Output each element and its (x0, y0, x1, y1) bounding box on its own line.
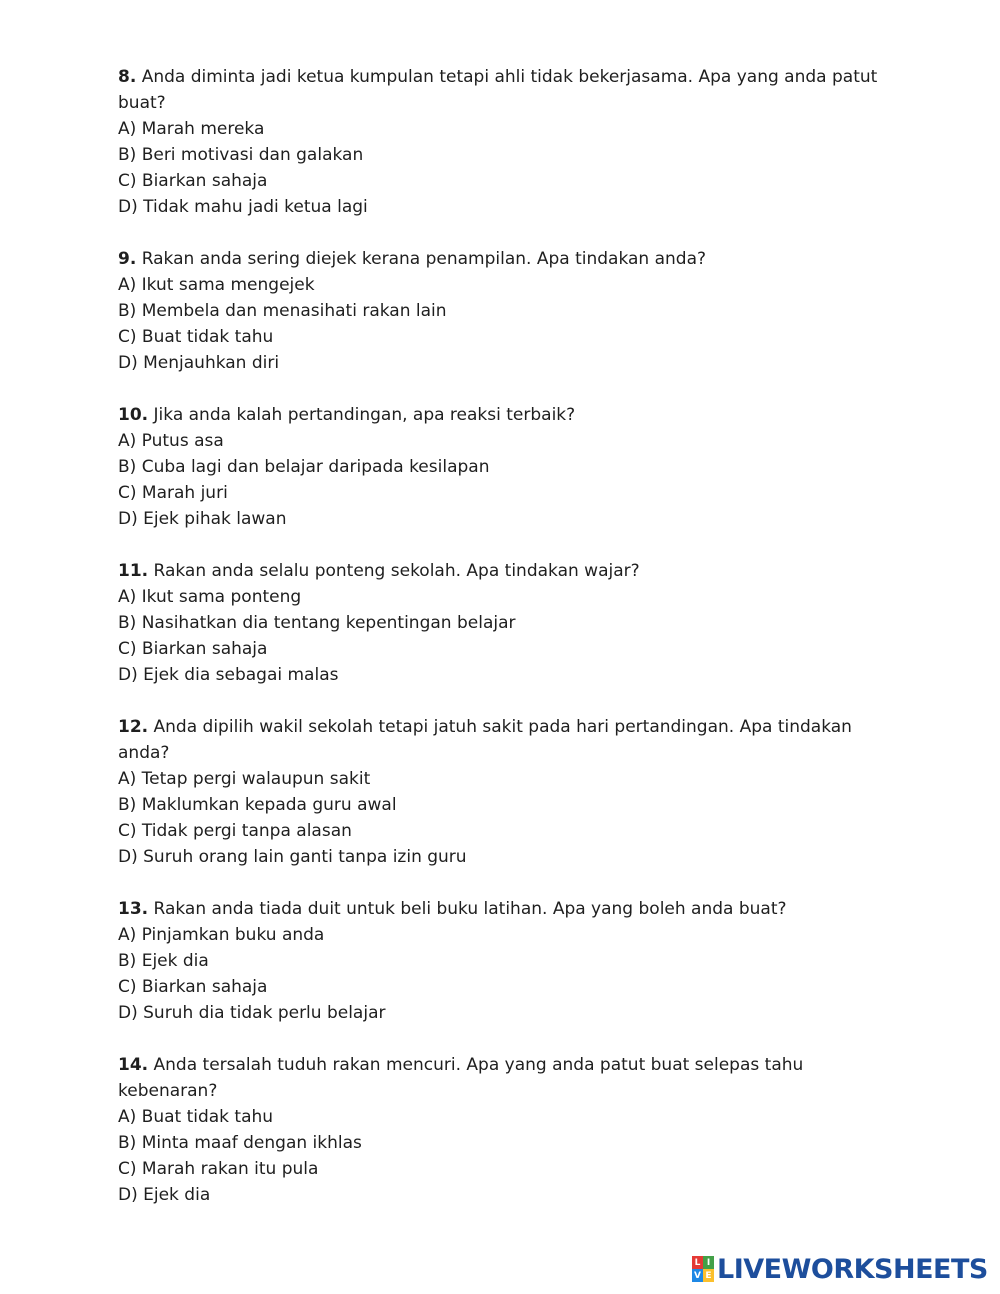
answer-option: A) Pinjamkan buku anda (118, 925, 325, 945)
liveworksheets-logo-text: LIVEWORKSHEETS (717, 1253, 988, 1285)
question-number: 14. (118, 1055, 149, 1075)
answer-option: A) Marah mereka (118, 119, 265, 139)
question-number: 10. (118, 405, 149, 425)
answer-option: C) Tidak pergi tanpa alasan (118, 821, 352, 841)
answer-option: B) Nasihatkan dia tentang kepentingan belajar (118, 613, 516, 633)
answer-option: B) Beri motivasi dan galakan (118, 145, 364, 165)
question-block (118, 1052, 878, 1208)
question-line (118, 558, 878, 584)
liveworksheets-logo-icon (692, 1256, 714, 1282)
logo-tile-e: E (703, 1269, 714, 1282)
question-block (118, 402, 878, 532)
question-text: Anda diminta jadi ketua kumpulan tetapi ahli tidak bekerjasama. Apa yang anda patut buat? (118, 67, 878, 113)
question-number: 13. (118, 899, 149, 919)
question-text: Jika anda kalah pertandingan, apa reaksi terbaik? (153, 405, 576, 425)
question-block (118, 246, 878, 376)
question-text: Anda dipilih wakil sekolah tetapi jatuh sakit pada hari pertandingan. Apa tindakan anda? (118, 717, 852, 763)
question-line (118, 246, 878, 272)
question-line (118, 64, 878, 116)
answer-option: B) Ejek dia (118, 951, 209, 971)
answer-option: C) Biarkan sahaja (118, 171, 268, 191)
question-line (118, 714, 878, 766)
answer-option: A) Ikut sama ponteng (118, 587, 302, 607)
answer-option: B) Maklumkan kepada guru awal (118, 795, 397, 815)
question-block (118, 64, 878, 220)
logo-tile-v: V (692, 1269, 703, 1282)
question-number: 9. (118, 249, 137, 269)
question-line (118, 402, 878, 428)
logo-tile-i: I (703, 1256, 714, 1269)
answer-option: B) Cuba lagi dan belajar daripada kesilapan (118, 457, 490, 477)
question-number: 11. (118, 561, 149, 581)
question-text: Rakan anda selalu ponteng sekolah. Apa tindakan wajar? (153, 561, 640, 581)
answer-option: D) Ejek dia sebagai malas (118, 665, 339, 685)
answer-option: D) Tidak mahu jadi ketua lagi (118, 197, 368, 217)
logo-tile-l: L (692, 1256, 703, 1269)
question-block (118, 896, 878, 1026)
answer-option: A) Buat tidak tahu (118, 1107, 274, 1127)
question-line (118, 896, 878, 922)
answer-option: D) Suruh orang lain ganti tanpa izin guru (118, 847, 467, 867)
answer-option: C) Marah rakan itu pula (118, 1159, 319, 1179)
answer-option: D) Ejek pihak lawan (118, 509, 287, 529)
question-number: 12. (118, 717, 149, 737)
worksheet-questions (118, 64, 878, 1234)
answer-option: B) Minta maaf dengan ikhlas (118, 1133, 362, 1153)
answer-option: C) Biarkan sahaja (118, 977, 268, 997)
answer-option: D) Menjauhkan diri (118, 353, 280, 373)
question-block (118, 558, 878, 688)
answer-option: A) Putus asa (118, 431, 224, 451)
answer-option: D) Ejek dia (118, 1185, 211, 1205)
question-number: 8. (118, 67, 137, 87)
answer-option: C) Biarkan sahaja (118, 639, 268, 659)
question-text: Rakan anda sering diejek kerana penampilan. Apa tindakan anda? (141, 249, 707, 269)
question-block (118, 714, 878, 870)
answer-option: C) Buat tidak tahu (118, 327, 274, 347)
question-text: Anda tersalah tuduh rakan mencuri. Apa yang anda patut buat selepas tahu kebenaran? (118, 1055, 804, 1101)
answer-option: A) Tetap pergi walaupun sakit (118, 769, 371, 789)
answer-option: D) Suruh dia tidak perlu belajar (118, 1003, 386, 1023)
question-text: Rakan anda tiada duit untuk beli buku latihan. Apa yang boleh anda buat? (153, 899, 787, 919)
answer-option: A) Ikut sama mengejek (118, 275, 315, 295)
answer-option: B) Membela dan menasihati rakan lain (118, 301, 447, 321)
question-line (118, 1052, 878, 1104)
liveworksheets-logo (692, 1252, 988, 1286)
answer-option: C) Marah juri (118, 483, 228, 503)
